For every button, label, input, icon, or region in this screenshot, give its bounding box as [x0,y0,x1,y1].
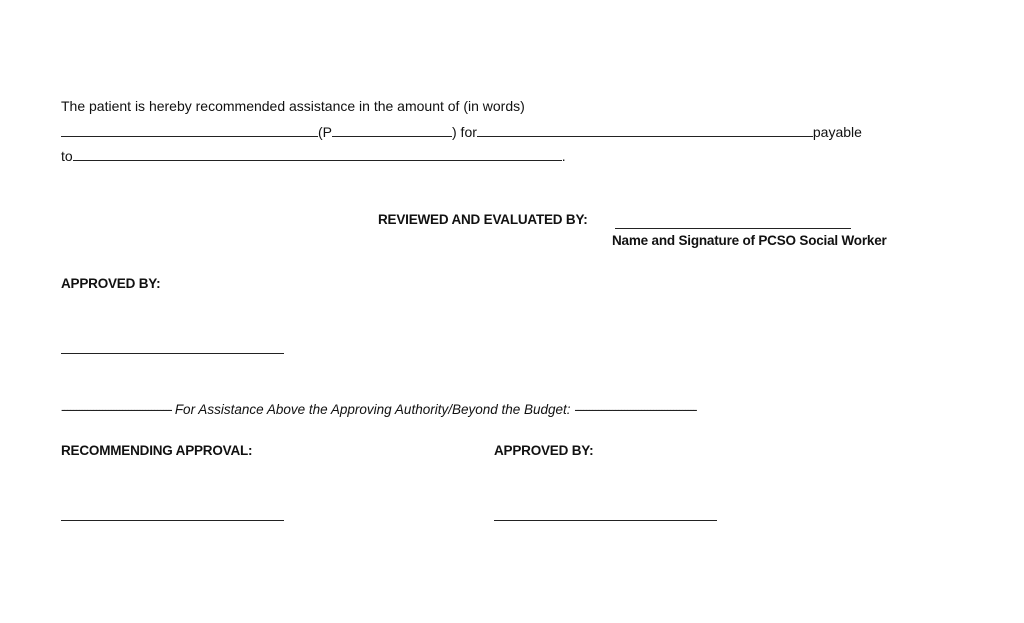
recommender-signature-line[interactable] [61,520,284,521]
approved-by-label: APPROVED BY: [61,276,161,291]
peso-open-label: (P [318,124,332,140]
divider-left-dashes: -------------------------------------- [61,402,172,417]
amount-in-words-field[interactable] [61,123,318,137]
assistance-intro-text: The patient is hereby recommended assistance in the amount of (in words) [61,98,525,114]
payee-field[interactable] [73,147,562,161]
amount-line [61,123,862,140]
period-mark: . [561,148,566,164]
amount-in-figures-field[interactable] [332,123,452,137]
payable-label: payable [812,124,862,140]
to-label: to [61,148,73,164]
reviewer-signature-line[interactable] [615,228,851,229]
approved-by-secondary-label: APPROVED BY: [494,443,594,458]
reviewed-label: REVIEWED AND EVALUATED BY: [378,212,588,227]
secondary-approver-signature-line[interactable] [494,520,717,521]
for-label: ) for [452,124,477,140]
budget-divider [61,402,696,418]
divider-right-dashes: ------------------------------------------ [574,402,696,417]
recommending-approval-label: RECOMMENDING APPROVAL: [61,443,253,458]
purpose-field[interactable] [477,123,813,137]
divider-caption: For Assistance Above the Approving Authority/Beyond the Budget: [174,402,571,417]
approver-signature-line[interactable] [61,353,284,354]
reviewer-caption: Name and Signature of PCSO Social Worker [612,233,887,248]
payee-line [61,147,566,164]
